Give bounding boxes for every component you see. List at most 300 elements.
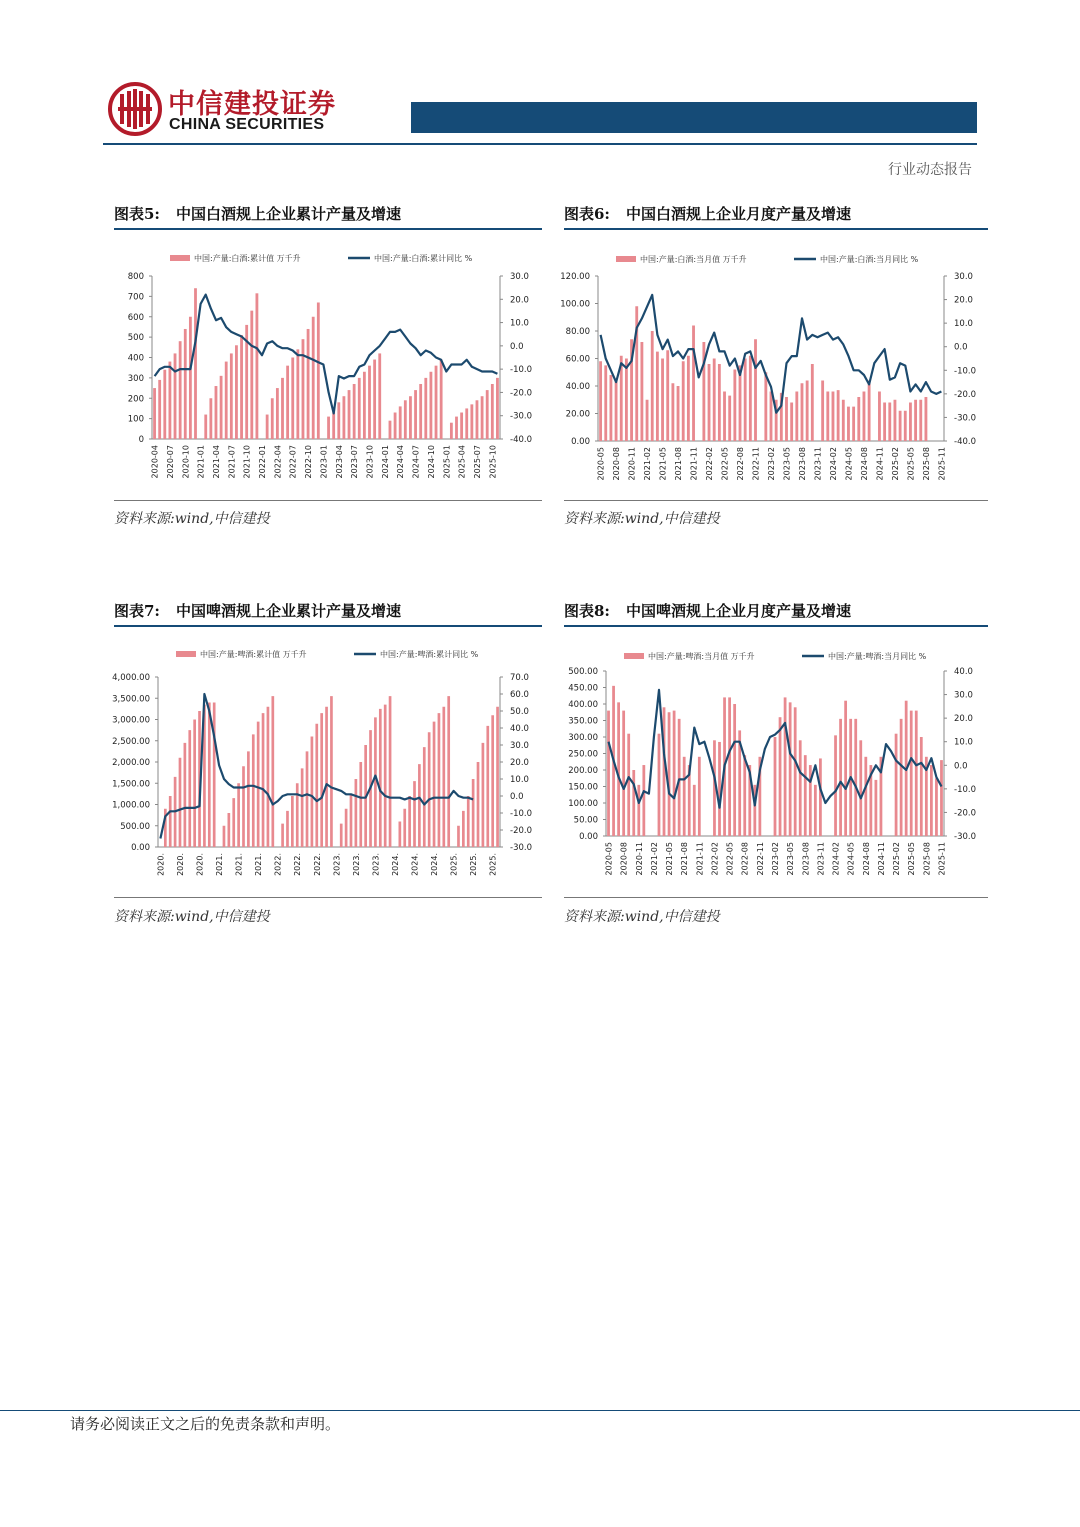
bar [408, 796, 411, 847]
bar [438, 713, 441, 847]
header-rule [103, 143, 977, 145]
bar [378, 353, 381, 439]
brand-name-en: CHINA SECURITIES [169, 116, 325, 133]
x-tick-label: 2022-05 [725, 842, 735, 876]
bar [875, 780, 878, 836]
y-tick-label-left: 1,000.00 [112, 800, 150, 811]
bar [428, 732, 431, 847]
x-tick-label: 2023-08 [801, 842, 811, 876]
figure-top-rule [114, 228, 542, 230]
bar [286, 811, 289, 847]
bar [389, 696, 392, 847]
x-tick-label: 2022-07 [288, 445, 298, 479]
y-tick-label-left: 60.00 [565, 354, 590, 365]
x-tick-label: 2021-08 [674, 447, 684, 481]
bar [337, 402, 340, 439]
legend-line-label: 中国:产量:白酒:累计同比 % [374, 254, 473, 263]
bar [666, 350, 669, 441]
x-tick-label: 2021. [215, 853, 225, 876]
bar [852, 407, 855, 441]
y-tick-label-left: 100.00 [560, 299, 590, 310]
y-tick-label-right: 10.0 [510, 318, 529, 329]
x-tick-label: 2021. [254, 853, 264, 876]
legend-line-label: 中国:产量:啤酒:累计同比 % [380, 650, 479, 659]
bar [784, 697, 787, 836]
bar [237, 783, 240, 847]
y-tick-label-right: -30.0 [510, 843, 532, 853]
bar [607, 711, 610, 836]
y-tick-label-right: 50.0 [510, 707, 529, 717]
bar [291, 796, 294, 847]
x-tick-label: 2021-08 [680, 842, 690, 876]
x-tick-label: 2024-11 [875, 447, 885, 481]
bar [915, 711, 918, 836]
disclaimer: 请务必阅读正文之后的免责条款和声明。 [70, 1415, 341, 1433]
chart-5 [114, 245, 542, 495]
x-tick-label: 2023-07 [350, 445, 360, 479]
y-tick-label-left: 200 [127, 394, 144, 405]
bar [296, 783, 299, 847]
bar [609, 375, 612, 441]
bar [940, 760, 943, 836]
bar [179, 341, 182, 439]
y-tick-label-right: 30.0 [954, 272, 973, 282]
bar [220, 376, 223, 439]
bar [837, 390, 840, 441]
y-tick-label-left: 300.00 [568, 733, 598, 743]
chart-6 [560, 245, 988, 495]
bar [864, 757, 867, 836]
bar [204, 415, 207, 439]
bar [384, 705, 387, 847]
bar [599, 361, 602, 441]
y-tick-label-right: 10.0 [954, 319, 973, 330]
x-tick-label: 2024-11 [876, 842, 886, 876]
y-tick-label-left: 500.00 [568, 667, 598, 677]
bar [399, 406, 402, 439]
bar [708, 364, 711, 441]
y-tick-label-right: -40.0 [954, 437, 976, 447]
bar [398, 822, 401, 848]
bar [271, 696, 274, 847]
figure-bottom-rule [564, 897, 988, 898]
bar [271, 398, 274, 439]
x-tick-label: 2025-07 [472, 445, 482, 479]
bar [617, 702, 620, 836]
bar [450, 423, 453, 439]
y-tick-label-left: 0.00 [571, 437, 590, 447]
bar [839, 719, 842, 836]
bar [859, 740, 862, 836]
bar [673, 711, 676, 836]
bar [646, 400, 649, 441]
bar [363, 372, 366, 439]
bar [225, 362, 228, 439]
bar [184, 743, 187, 847]
bar [472, 779, 475, 847]
bar [442, 707, 445, 847]
y-tick-label-right: -20.0 [510, 388, 532, 399]
bar [806, 381, 809, 442]
bar [457, 826, 460, 847]
y-tick-label-left: 2,000.00 [112, 758, 150, 768]
y-tick-label-left: 0.00 [131, 843, 150, 853]
bar [184, 329, 187, 439]
bar [733, 370, 736, 442]
bar [355, 779, 358, 847]
legend-line-label: 中国:产量:白酒:当月同比 % [820, 255, 919, 264]
bar [481, 396, 484, 439]
x-tick-label: 2022-02 [705, 447, 715, 481]
y-tick-label-right: -30.0 [954, 832, 976, 842]
x-tick-label: 2022. [312, 853, 322, 876]
bar [868, 381, 871, 442]
legend-bar-label: 中国:产量:啤酒:当月值 万千升 [648, 652, 755, 661]
figure-top-rule [114, 625, 542, 627]
y-tick-label-left: 50.00 [573, 815, 598, 826]
x-tick-label: 2025-08 [921, 447, 931, 481]
legend-bar-label: 中国:产量:啤酒:累计值 万千升 [200, 650, 307, 659]
bar [418, 764, 421, 847]
bar [930, 765, 933, 836]
x-tick-label: 2021-11 [689, 447, 699, 481]
bar [223, 826, 226, 847]
x-tick-label: 2021-05 [658, 447, 668, 481]
bar [743, 755, 746, 836]
bar [281, 824, 284, 847]
bar [834, 735, 837, 836]
bar [935, 778, 938, 836]
figure-title [564, 600, 851, 621]
y-tick-label-left: 100.00 [568, 799, 598, 809]
x-tick-label: 2021-10 [242, 445, 252, 479]
y-tick-label-left: 400.00 [568, 700, 598, 710]
y-tick-label-right: 20.0 [954, 295, 973, 306]
figure-title-text: 中国白酒规上企业累计产量及增速 [175, 205, 401, 223]
bar [193, 720, 196, 848]
figure-title-text: 中国啤酒规上企业累计产量及增速 [175, 602, 401, 620]
bar [230, 353, 233, 439]
bar [348, 390, 351, 439]
x-tick-label: 2024-02 [828, 447, 838, 481]
y-tick-label-left: 500.00 [120, 821, 150, 832]
bar [315, 724, 318, 847]
bar [826, 392, 829, 442]
bar [733, 704, 736, 836]
x-tick-label: 2025-11 [937, 842, 947, 876]
citic-logo-icon [108, 82, 162, 136]
bar [888, 403, 891, 442]
bar [256, 293, 259, 439]
y-tick-label-right: -40.0 [510, 435, 532, 445]
x-tick-label: 2024-08 [859, 447, 869, 481]
bar [739, 365, 742, 441]
bar [252, 734, 255, 847]
x-tick-label: 2022. [273, 853, 283, 876]
bar [795, 392, 798, 442]
figure-top-rule [564, 625, 988, 627]
figure-source: 资料来源:wind,中信建投 [564, 909, 720, 925]
bar [215, 386, 218, 439]
bar [496, 378, 499, 439]
bar [920, 737, 923, 836]
bar [785, 397, 788, 441]
x-tick-label: 2024-10 [426, 445, 436, 479]
bar [883, 403, 886, 442]
x-tick-label: 2020. [156, 853, 166, 876]
y-tick-label-right: 10.0 [510, 775, 529, 785]
bar [622, 711, 625, 836]
x-tick-label: 2024-02 [831, 842, 841, 876]
figure-title-text: 中国白酒规上企业月度产量及增速 [625, 205, 851, 223]
y-tick-label-left: 400 [127, 353, 144, 364]
chart-7 [114, 640, 542, 890]
bar [419, 384, 422, 439]
x-tick-label: 2023-01 [319, 445, 329, 479]
bar [642, 765, 645, 836]
y-tick-label-left: 100 [127, 414, 144, 425]
bar [682, 361, 685, 441]
bar [678, 719, 681, 836]
bar [227, 813, 230, 847]
bar [189, 317, 192, 439]
bar [262, 713, 265, 847]
bar [754, 339, 757, 441]
y-tick-label-right: 20.0 [510, 758, 529, 768]
bar [379, 709, 382, 847]
x-tick-label: 2020-07 [165, 445, 175, 479]
x-tick-label: 2021-02 [643, 447, 653, 481]
bar [470, 404, 473, 439]
y-tick-label-left: 3,500.00 [112, 694, 150, 705]
x-tick-label: 2021-04 [211, 445, 221, 479]
bar [460, 413, 463, 439]
bar [895, 734, 898, 836]
bar [350, 794, 353, 847]
report-type: 行业动态报告 [888, 162, 972, 178]
bar [899, 411, 902, 441]
x-tick-label: 2022-01 [258, 445, 268, 479]
bar [698, 757, 701, 836]
y-tick-label-left: 300 [127, 373, 144, 384]
bar [819, 758, 822, 836]
brand-name-cn: 中信建投证券 [168, 89, 336, 120]
bar [276, 388, 279, 439]
x-tick-label: 2025-05 [907, 842, 917, 876]
bar [188, 730, 191, 847]
y-tick-label-left: 700 [127, 292, 144, 303]
y-tick-label-right: 70.0 [510, 673, 529, 683]
x-tick-label: 2025-08 [922, 842, 932, 876]
y-tick-label-left: 200.00 [568, 766, 598, 776]
y-tick-label-right: -10.0 [954, 784, 976, 795]
bar [476, 400, 479, 439]
bar [632, 770, 635, 836]
x-tick-label: 2023-11 [816, 842, 826, 876]
y-tick-label-left: 0 [138, 435, 144, 445]
bar [723, 392, 726, 442]
y-tick-label-right: 20.0 [510, 295, 529, 306]
x-tick-label: 2024-08 [861, 842, 871, 876]
bar [604, 365, 607, 441]
bar [744, 359, 747, 442]
y-tick-label-right: -10.0 [510, 365, 532, 376]
y-tick-label-left: 3,000.00 [112, 715, 150, 726]
legend-bar-swatch [170, 255, 190, 261]
x-tick-label: 2024-01 [380, 445, 390, 479]
bar [637, 785, 640, 836]
x-tick-label: 2023-05 [782, 447, 792, 481]
y-tick-label-left: 20.00 [565, 409, 590, 420]
bar [213, 703, 216, 848]
bar [799, 740, 802, 836]
x-tick-label: 2020-05 [604, 842, 614, 876]
x-tick-label: 2025-10 [488, 445, 498, 479]
bar [658, 734, 661, 836]
x-tick-label: 2021. [234, 853, 244, 876]
figure-source: 资料来源:wind,中信建投 [564, 511, 720, 527]
x-tick-label: 2021-02 [649, 842, 659, 876]
bar [671, 383, 674, 441]
bar [894, 400, 897, 441]
bar [821, 381, 824, 442]
x-tick-label: 2025-02 [890, 447, 900, 481]
figure-source: 资料来源:wind,中信建投 [114, 511, 270, 527]
bar [267, 707, 270, 847]
bar [789, 702, 792, 836]
bar [423, 747, 426, 847]
figure-source: 资料来源:wind,中信建投 [114, 909, 270, 925]
y-tick-label-left: 2,500.00 [112, 736, 150, 747]
x-tick-label: 2020-08 [619, 842, 629, 876]
x-tick-label: 2020-04 [150, 445, 160, 479]
x-tick-label: 2024-05 [844, 447, 854, 481]
x-tick-label: 2020. [195, 853, 205, 876]
bar [281, 378, 284, 439]
legend-line-label: 中国:产量:啤酒:当月同比 % [828, 652, 927, 661]
bar [486, 390, 489, 439]
bar [389, 421, 392, 439]
y-tick-label-left: 450.00 [568, 683, 598, 694]
bar [247, 751, 250, 847]
bar [496, 707, 499, 847]
bar [424, 378, 427, 439]
bar [320, 713, 323, 847]
figure-bottom-rule [114, 500, 542, 501]
x-tick-label: 2024-05 [846, 842, 856, 876]
figure-title [114, 203, 401, 224]
bar [900, 719, 903, 836]
x-tick-label: 2021-05 [665, 842, 675, 876]
bar [359, 762, 362, 847]
x-tick-label: 2024. [390, 853, 400, 876]
y-tick-label-right: 60.0 [510, 690, 529, 700]
bar [208, 703, 211, 848]
bar [811, 364, 814, 441]
x-tick-label: 2025-04 [457, 445, 467, 479]
bar [413, 781, 416, 847]
bar [774, 737, 777, 836]
figure-label: 图表6: [564, 205, 610, 223]
bar [301, 768, 304, 847]
bar [286, 366, 289, 439]
y-tick-label-left: 0.00 [579, 832, 598, 842]
figure-label: 图表7: [114, 602, 160, 620]
x-tick-label: 2023. [332, 853, 342, 876]
x-tick-label: 2025. [488, 853, 498, 876]
y-tick-label-left: 150.00 [568, 782, 598, 793]
x-tick-label: 2021-01 [196, 445, 206, 479]
bar [640, 342, 643, 441]
bar [345, 809, 348, 847]
y-tick-label-left: 500 [127, 333, 144, 344]
y-tick-label-left: 80.00 [565, 327, 590, 337]
bar [693, 785, 696, 836]
x-tick-label: 2023-02 [767, 447, 776, 481]
bar [486, 726, 489, 847]
bar [330, 696, 333, 847]
bar [174, 353, 177, 439]
bar [235, 345, 238, 439]
x-tick-label: 2023. [351, 853, 361, 876]
bar [625, 359, 628, 442]
x-tick-label: 2024. [410, 853, 420, 876]
bar [455, 417, 458, 439]
bar [749, 356, 752, 441]
x-tick-label: 2022-08 [740, 842, 750, 876]
bar [435, 366, 438, 439]
figure-top-rule [564, 228, 988, 230]
bar [311, 737, 314, 848]
figure-label: 图表8: [564, 602, 610, 620]
bar [153, 388, 156, 439]
legend-bar-swatch [616, 256, 636, 262]
bar [692, 326, 695, 442]
bar [904, 411, 907, 441]
y-tick-label-right: 0.0 [510, 341, 524, 352]
bar [467, 796, 470, 847]
legend-bar-label: 中国:产量:白酒:当月值 万千升 [640, 255, 747, 264]
bar [770, 392, 773, 442]
bar [914, 400, 917, 441]
y-tick-label-right: -10.0 [954, 366, 976, 377]
x-tick-label: 2024-07 [411, 445, 421, 479]
bar [801, 383, 804, 441]
bar [394, 413, 397, 439]
x-tick-label: 2021-07 [227, 445, 237, 479]
bar [257, 722, 260, 847]
y-tick-label-right: -30.0 [954, 413, 976, 424]
x-tick-label: 2025. [449, 853, 459, 876]
bar [169, 796, 172, 847]
bar [462, 811, 465, 847]
bar [718, 742, 721, 836]
bar [909, 403, 912, 442]
bar [169, 362, 172, 439]
y-tick-label-right: 30.0 [510, 272, 529, 282]
x-tick-label: 2023-11 [813, 447, 823, 481]
bar [764, 372, 767, 441]
y-tick-label-left: 800 [127, 272, 144, 282]
bar [358, 378, 361, 439]
x-tick-label: 2022-04 [273, 445, 283, 479]
bar [409, 396, 412, 439]
x-tick-label: 2020. [175, 853, 185, 876]
bar [373, 360, 376, 439]
bar [163, 370, 166, 439]
x-tick-label: 2023-05 [786, 842, 796, 876]
bar [615, 379, 618, 441]
